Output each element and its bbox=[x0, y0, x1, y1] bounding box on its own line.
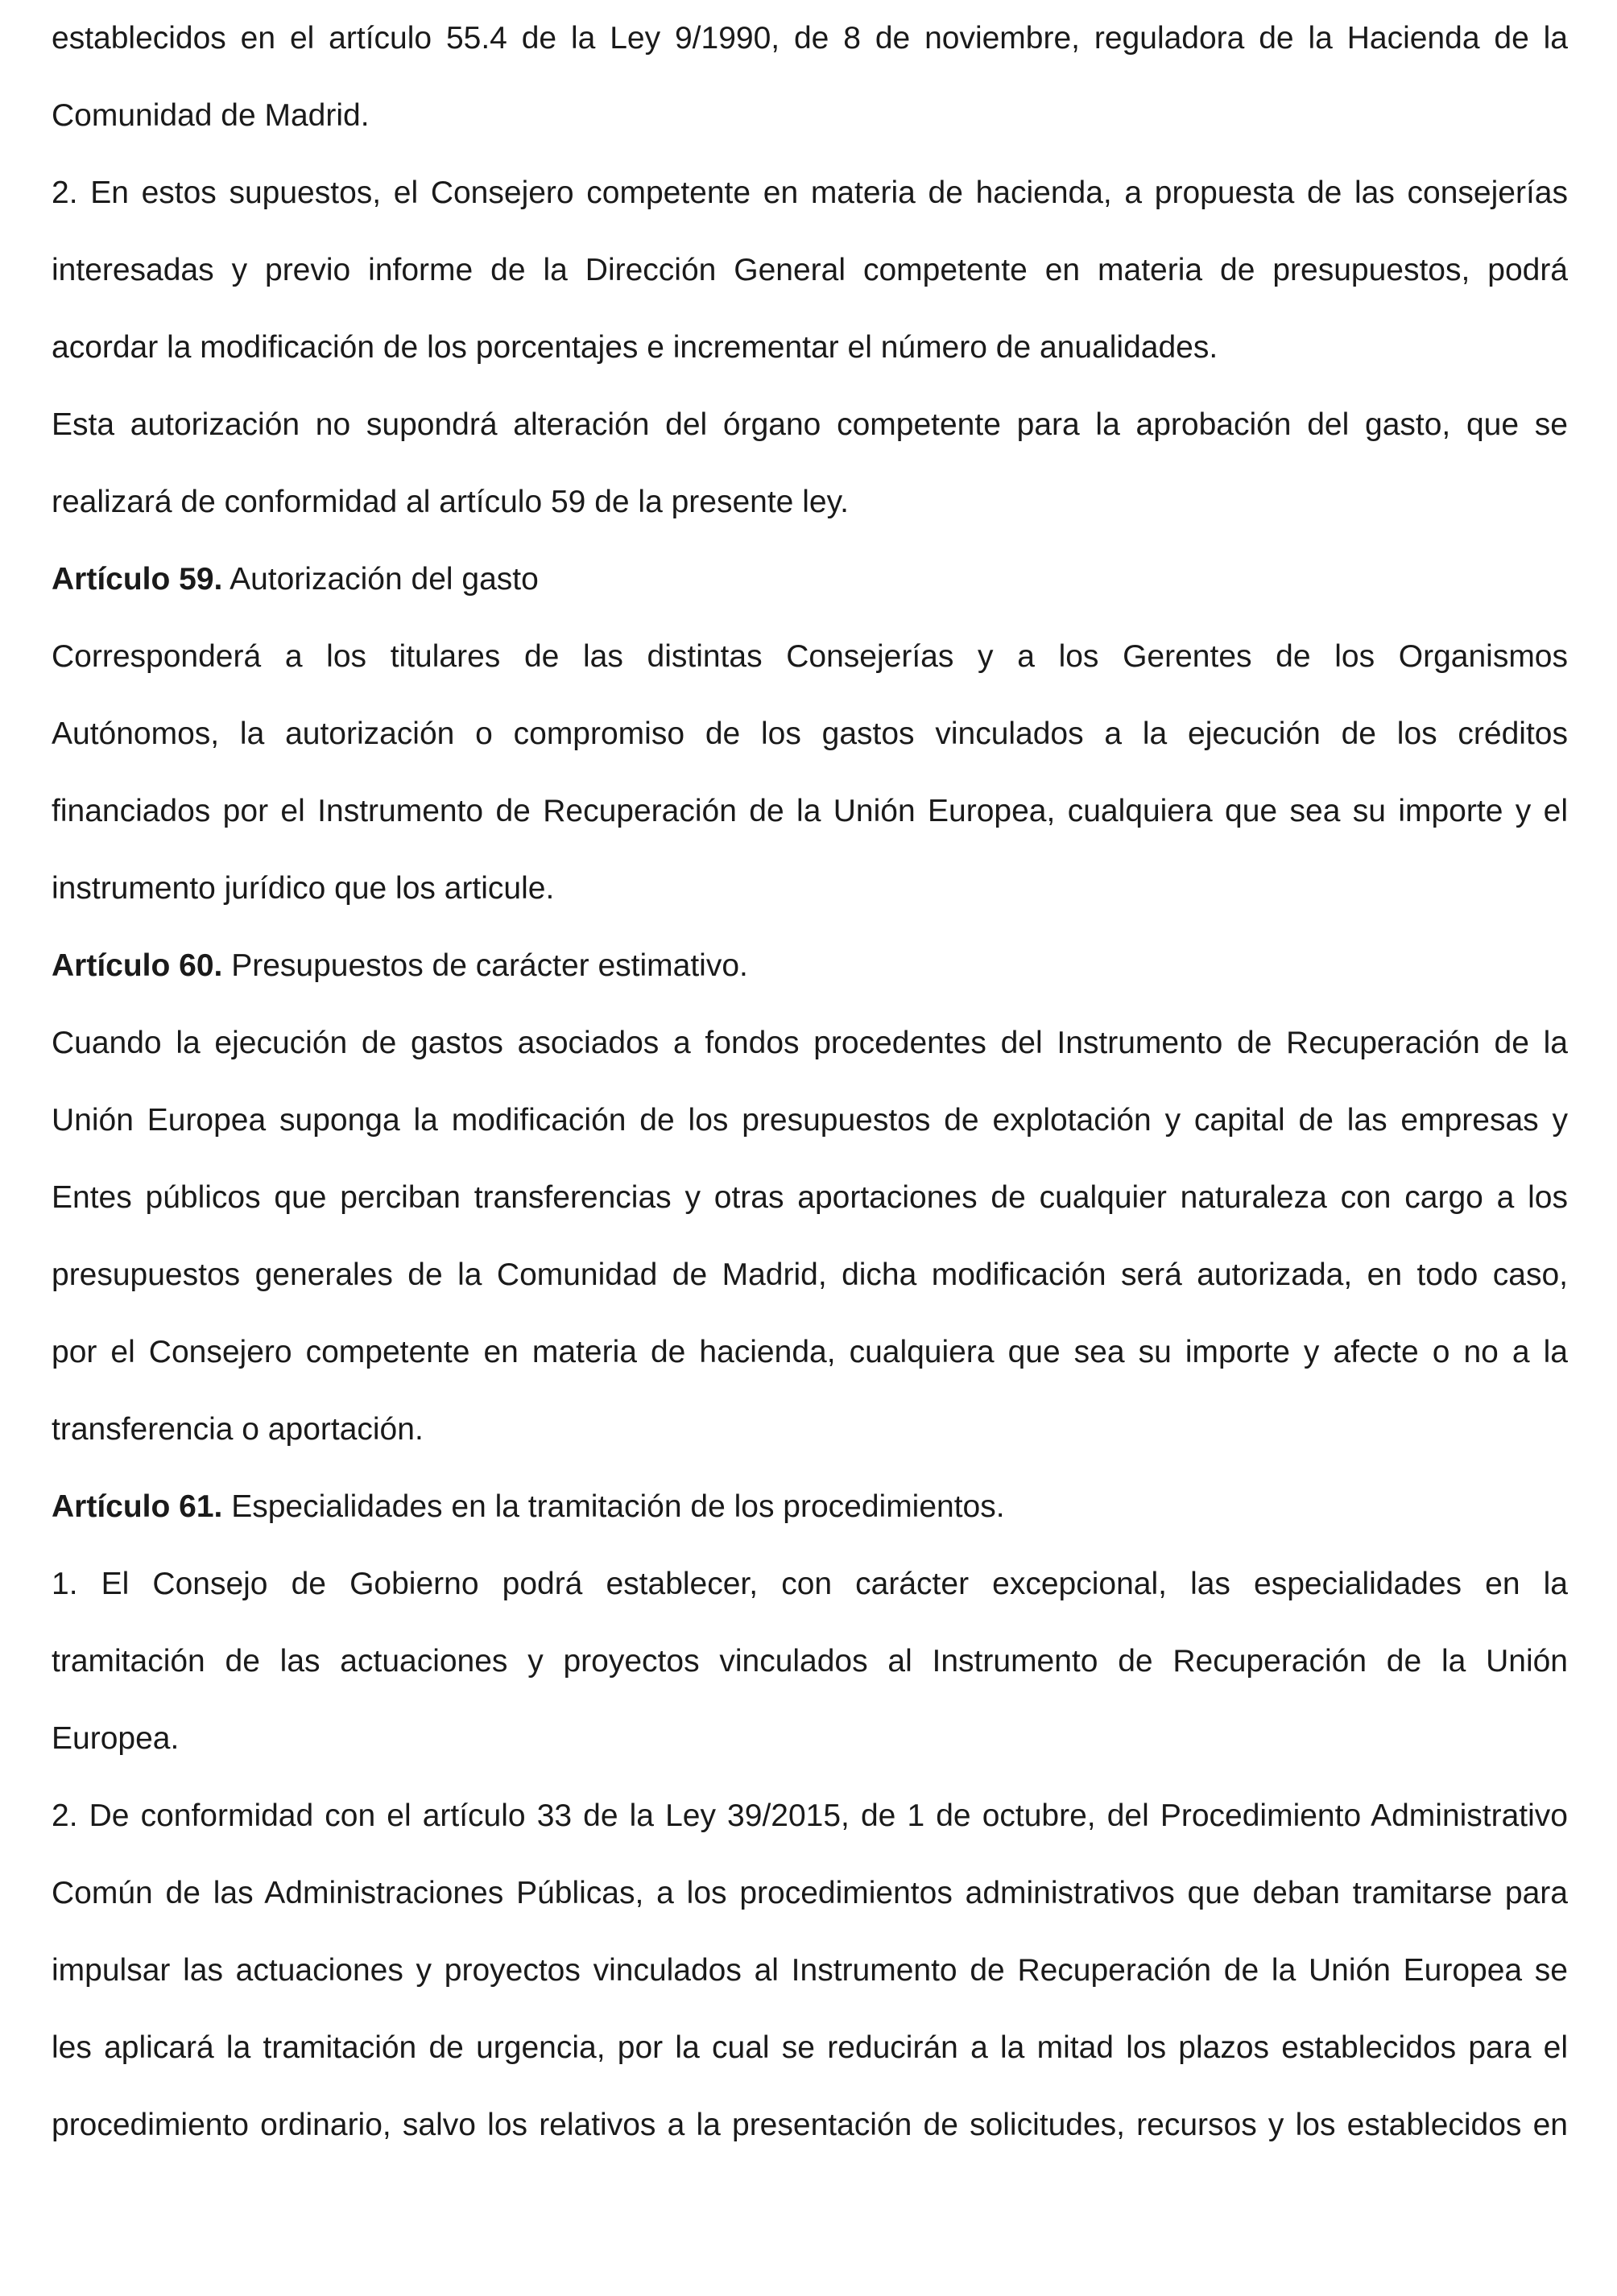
line-text: Europea. bbox=[52, 1721, 180, 1756]
line-text: financiados por el Instrumento de Recuperación de la Unión Europea, cualquiera que sea su importe y el bbox=[52, 794, 1568, 828]
line-text: acordar la modificación de los porcentajes e incrementar el número de anualidades. bbox=[52, 330, 1218, 365]
text-line bbox=[52, 1546, 1568, 1623]
article-title: Presupuestos de carácter estimativo. bbox=[222, 948, 748, 983]
text-line bbox=[52, 1623, 1568, 1700]
article-number: Artículo 59. bbox=[52, 562, 223, 597]
line-text: instrumento jurídico que los articule. bbox=[52, 871, 555, 906]
text-line bbox=[52, 1082, 1568, 1159]
text-line bbox=[52, 1932, 1568, 2009]
line-text: les aplicará la tramitación de urgencia, por la cual se reducirán a la mitad los plazos establecidos para el bbox=[52, 2030, 1568, 2065]
article-heading-line bbox=[52, 541, 1568, 618]
text-line bbox=[52, 618, 1568, 696]
line-text: procedimiento ordinario, salvo los relativos a la presentación de solicitudes, recursos y los establecidos en bbox=[52, 2108, 1568, 2142]
line-text: Cuando la ejecución de gastos asociados a fondos procedentes del Instrumento de Recuperación de la bbox=[52, 1026, 1568, 1060]
article-number: Artículo 61. bbox=[52, 1489, 223, 1524]
text-line bbox=[52, 1005, 1568, 1082]
article-number: Artículo 60. bbox=[52, 948, 223, 983]
line-text: impulsar las actuaciones y proyectos vinculados al Instrumento de Recuperación de la Unión Europea se bbox=[52, 1953, 1568, 1988]
line-text: transferencia o aportación. bbox=[52, 1412, 424, 1447]
article-heading-line bbox=[52, 1468, 1568, 1546]
text-line bbox=[52, 2087, 1568, 2164]
line-text: presupuestos generales de la Comunidad de Madrid, dicha modificación será autorizada, en todo caso, bbox=[52, 1257, 1568, 1292]
article-heading-line bbox=[52, 927, 1568, 1005]
article-title: Especialidades en la tramitación de los procedimientos. bbox=[222, 1489, 1005, 1524]
line-text: establecidos en el artículo 55.4 de la Ley 9/1990, de 8 de noviembre, reguladora de la Hacienda de la bbox=[52, 21, 1568, 56]
line-text: Comunidad de Madrid. bbox=[52, 98, 370, 133]
text-line bbox=[52, 155, 1568, 232]
line-text: Corresponderá a los titulares de las distintas Consejerías y a los Gerentes de los Organismos bbox=[52, 639, 1568, 674]
line-text: tramitación de las actuaciones y proyectos vinculados al Instrumento de Recuperación de la Unión bbox=[52, 1644, 1568, 1679]
line-text: Esta autorización no supondrá alteración del órgano competente para la aprobación del gasto, que se bbox=[52, 407, 1568, 442]
text-line bbox=[52, 850, 1568, 927]
text-line bbox=[52, 1855, 1568, 1932]
text-line bbox=[52, 232, 1568, 309]
text-line bbox=[52, 696, 1568, 773]
text-line bbox=[52, 309, 1568, 386]
text-line bbox=[52, 1237, 1568, 1314]
line-text: por el Consejero competente en materia de hacienda, cualquiera que sea su importe y afecte o no a la bbox=[52, 1335, 1568, 1369]
article-title: Autorización del gasto bbox=[222, 562, 539, 597]
line-text: Autónomos, la autorización o compromiso de los gastos vinculados a la ejecución de los créditos bbox=[52, 716, 1568, 751]
text-line bbox=[52, 2009, 1568, 2087]
text-line bbox=[52, 464, 1568, 541]
line-text: realizará de conformidad al artículo 59 de la presente ley. bbox=[52, 485, 850, 519]
line-text: Común de las Administraciones Públicas, a los procedimientos administrativos que deban tramitarse para bbox=[52, 1876, 1568, 1910]
text-line bbox=[52, 386, 1568, 464]
text-line bbox=[52, 1391, 1568, 1468]
document-page bbox=[52, 0, 1568, 2164]
line-text: 2. En estos supuestos, el Consejero competente en materia de hacienda, a propuesta de las consejerías bbox=[52, 176, 1568, 210]
line-text: Unión Europea suponga la modificación de los presupuestos de explotación y capital de las empresas y bbox=[52, 1103, 1568, 1138]
line-text: interesadas y previo informe de la Dirección General competente en materia de presupuestos, podrá bbox=[52, 253, 1568, 287]
line-text: 2. De conformidad con el artículo 33 de la Ley 39/2015, de 1 de octubre, del Procedimiento Administrativo bbox=[52, 1798, 1568, 1833]
text-line bbox=[52, 1314, 1568, 1391]
text-line bbox=[52, 1159, 1568, 1237]
text-line bbox=[52, 1778, 1568, 1855]
line-text: 1. El Consejo de Gobierno podrá establecer, con carácter excepcional, las especialidades en la bbox=[52, 1567, 1568, 1601]
text-line bbox=[52, 0, 1568, 77]
line-text: Entes públicos que perciban transferencias y otras aportaciones de cualquier naturaleza con cargo a los bbox=[52, 1180, 1568, 1215]
text-line bbox=[52, 1700, 1568, 1778]
text-line bbox=[52, 77, 1568, 155]
text-line bbox=[52, 773, 1568, 850]
